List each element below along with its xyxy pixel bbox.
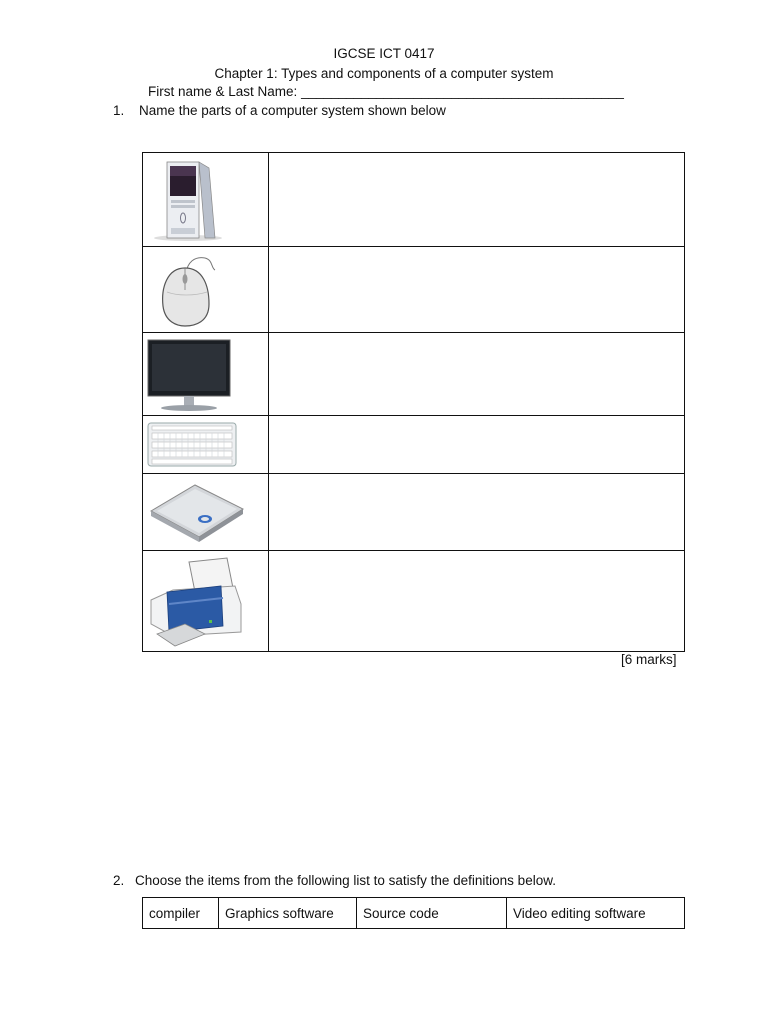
picture-cell xyxy=(143,153,269,247)
marks-label: [6 marks] xyxy=(621,652,677,667)
term-cell: Graphics software xyxy=(219,898,357,929)
question-2-text: Choose the items from the following list to satisfy the definitions below. xyxy=(135,873,556,888)
name-line xyxy=(148,84,624,99)
answer-cell[interactable] xyxy=(269,333,685,416)
ssd-icon xyxy=(143,475,268,549)
table-row xyxy=(143,153,685,247)
table-row xyxy=(143,333,685,416)
monitor-icon xyxy=(143,334,268,414)
printer-icon xyxy=(143,552,268,650)
parts-table xyxy=(142,152,685,652)
picture-cell xyxy=(143,247,269,333)
question-1-text: Name the parts of a computer system shown below xyxy=(139,103,446,118)
picture-cell xyxy=(143,551,269,652)
table-row xyxy=(143,416,685,474)
chapter-title: Chapter 1: Types and components of a computer system xyxy=(214,66,554,81)
table-row xyxy=(143,898,685,929)
table-row xyxy=(143,551,685,652)
term-cell: compiler xyxy=(143,898,219,929)
term-cell: Source code xyxy=(357,898,507,929)
computer-tower-icon xyxy=(143,154,268,246)
keyboard-icon xyxy=(143,417,268,473)
name-blank[interactable]: ___________________________________________ xyxy=(301,84,624,99)
question-1-number: 1. xyxy=(113,103,125,118)
course-title: IGCSE ICT 0417 xyxy=(333,46,435,61)
answer-cell[interactable] xyxy=(269,153,685,247)
question-2-number: 2. xyxy=(113,873,125,888)
terms-table xyxy=(142,897,685,929)
table-row xyxy=(143,474,685,551)
term-cell: Video editing software xyxy=(507,898,685,929)
picture-cell xyxy=(143,474,269,551)
answer-cell[interactable] xyxy=(269,474,685,551)
answer-cell[interactable] xyxy=(269,247,685,333)
answer-cell[interactable] xyxy=(269,416,685,474)
table-row xyxy=(143,247,685,333)
picture-cell xyxy=(143,333,269,416)
mouse-icon xyxy=(143,248,268,332)
name-label: First name & Last Name: xyxy=(148,84,298,99)
picture-cell xyxy=(143,416,269,474)
answer-cell[interactable] xyxy=(269,551,685,652)
